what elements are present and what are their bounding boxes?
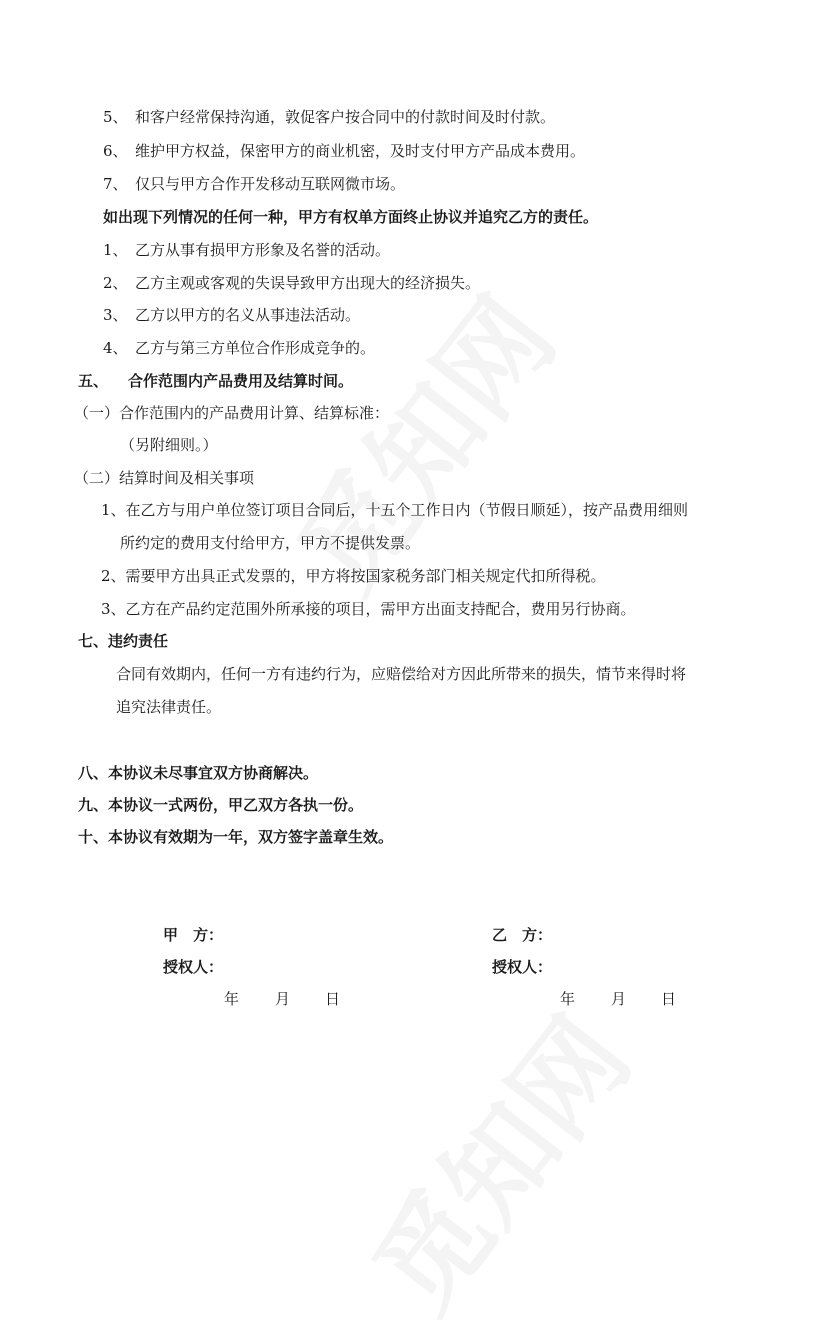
subsection-heading: （二）结算时间及相关事项 xyxy=(74,469,255,487)
clause-number: 7、 xyxy=(103,175,128,193)
section-eight: 八、本协议未尽事宜双方协商解决。 xyxy=(78,764,319,782)
clause-number: 3、 xyxy=(103,306,128,324)
clause-number: 4、 xyxy=(103,339,128,357)
section-nine: 九、本协议一式两份，甲乙双方各执一份。 xyxy=(78,796,364,814)
watermark xyxy=(331,980,659,1337)
section-title: 合作范围内产品费用及结算时间。 xyxy=(128,372,354,390)
clause-text: 乙方从事有损甲方形象及名誉的活动。 xyxy=(135,241,391,259)
clause-text: 和客户经常保持沟通，敦促客户按合同中的付款时间及时付款。 xyxy=(135,108,556,126)
section-ten: 十、本协议有效期为一年，双方签字盖章生效。 xyxy=(78,828,394,846)
clause-number: 2、 xyxy=(103,274,128,292)
section-number: 五、 xyxy=(78,372,109,390)
settlement-item: 1、在乙方与用户单位签订项目合同后，十五个工作日内（节假日顺延），按产品费用细则 xyxy=(101,501,689,519)
party-b-day: 日 xyxy=(661,990,677,1008)
subsection-note: （另附细则。） xyxy=(120,436,218,454)
clause-text: 仅只与甲方合作开发移动互联网微市场。 xyxy=(135,175,406,193)
clause-number: 6、 xyxy=(103,142,128,160)
clause-text: 乙方与第三方单位合作形成竞争的。 xyxy=(135,339,376,357)
clause-number: 1、 xyxy=(103,241,128,259)
party-b-year: 年 xyxy=(560,990,576,1008)
party-b-label: 乙 方： xyxy=(492,926,553,944)
party-a-day: 日 xyxy=(325,990,341,1008)
party-b-authorized-label: 授权人： xyxy=(492,958,553,976)
clause-text: 维护甲方权益，保密甲方的商业机密，及时支付甲方产品成本费用。 xyxy=(135,142,586,160)
settlement-item: 3、乙方在产品约定范围外所承接的项目，需甲方出面支持配合，费用另行协商。 xyxy=(101,600,636,618)
party-a-authorized-label: 授权人： xyxy=(163,958,224,976)
party-b-month: 月 xyxy=(611,990,627,1008)
subsection-heading: （一）合作范围内的产品费用计算、结算标准： xyxy=(74,404,390,422)
clause-number: 5、 xyxy=(103,108,128,126)
settlement-item: 2、需要甲方出具正式发票的，甲方将按国家税务部门相关规定代扣所得税。 xyxy=(101,567,606,585)
clause-text: 乙方以甲方的名义从事违法活动。 xyxy=(135,306,361,324)
clause-text: 乙方主观或客观的失误导致甲方出现大的经济损失。 xyxy=(135,274,481,292)
section-title: 七、违约责任 xyxy=(78,632,169,650)
paragraph-continued: 追究法律责任。 xyxy=(116,698,222,716)
termination-heading: 如出现下列情况的任何一种，甲方有权单方面终止协议并追究乙方的责任。 xyxy=(103,208,599,226)
paragraph: 合同有效期内，任何一方有违约行为，应赔偿给对方因此所带来的损失，情节来得时将 xyxy=(116,665,687,683)
party-a-label: 甲 方： xyxy=(163,926,224,944)
party-a-month: 月 xyxy=(275,990,291,1008)
party-a-year: 年 xyxy=(224,990,240,1008)
settlement-item-continued: 所约定的费用支付给甲方，甲方不提供发票。 xyxy=(120,534,421,552)
